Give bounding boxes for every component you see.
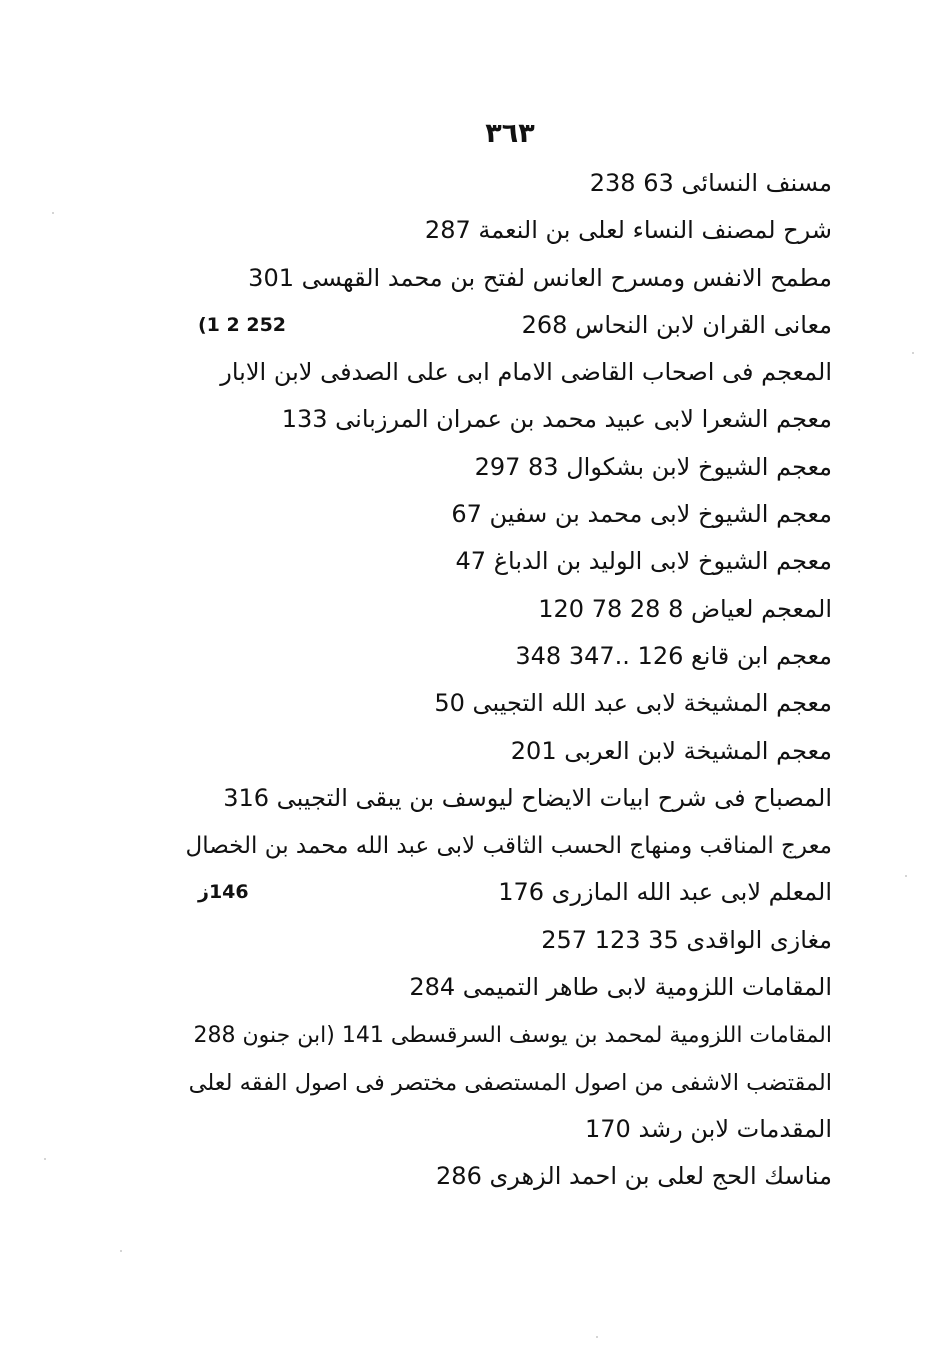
scan-speck: [905, 875, 907, 877]
bibliography-entry: [180, 869, 832, 916]
entry-text: المقدمات لابن رشد 170: [585, 1114, 832, 1143]
entry-text: معجم الشیوخ لابی محمد بن سفین 67: [451, 500, 832, 529]
entry-text: المصباح فی شرح ابیات الایضاح لیوسف بن یبقی التجیبی 316: [223, 783, 832, 812]
bibliography-entry: [180, 160, 832, 207]
scan-speck: [44, 1158, 46, 1160]
entry-text: معجم الشعرا لابی عبید محمد بن عمران المرزبانی 133: [281, 405, 832, 434]
entry-text: مناسك الحج لعلی بن احمد الزهری 286: [436, 1162, 832, 1191]
entry-text: المقامات اللزومیة لمحمد بن یوسف السرقسطی 141 (ابن جنون 288: [193, 1023, 832, 1049]
bibliography-entry: [180, 1011, 832, 1058]
bibliography-entry: [180, 680, 832, 727]
bibliography-entry: [180, 964, 832, 1011]
page-number: ٣٦٣: [485, 118, 535, 149]
bibliography-entry: [180, 302, 832, 349]
entry-text: مغازی الواقدی 35 123 257: [541, 925, 832, 954]
entry-text: معجم الشیوخ لابن بشکوال 83 297: [474, 452, 832, 481]
entry-text: المعلم لابی عبد الله المازری 176: [498, 878, 832, 907]
entry-margin-note: (1 2 252: [198, 313, 287, 336]
entry-text: معجم المشیخة لابن العربی 201: [510, 736, 832, 765]
bibliography-entry: [180, 1153, 832, 1200]
entry-margin-note: 146ز: [198, 881, 249, 904]
bibliography-entry: [180, 538, 832, 585]
bibliography-entry: [180, 255, 832, 302]
entry-text: المعجم فی اصحاب القاضی الامام ابی علی الصدفی لابن الابار: [220, 358, 832, 387]
entry-text: المعجم لعیاض 8 28 78 120: [538, 594, 832, 623]
bibliography-entry: [180, 728, 832, 775]
bibliography-entry: [180, 633, 832, 680]
bibliography-entry: [180, 491, 832, 538]
entry-text: شرح لمصنف النساء لعلی بن النعمة 287: [424, 216, 832, 245]
entry-text: معجم الشیوخ لابی الولید بن الدباغ 47: [455, 547, 832, 576]
bibliography-entry: [180, 396, 832, 443]
bibliography-entry: [180, 917, 832, 964]
entry-text: معانی القران لابن النحاس 268: [521, 310, 832, 339]
scan-speck: [596, 1336, 598, 1338]
bibliography-entry: [180, 207, 832, 254]
entry-text: المقتضب الاشفی من اصول المستصفی مختصر فی اصول الفقه لعلی: [188, 1069, 832, 1096]
entry-text: معجم ابن قانع 126 ..347 348: [515, 641, 832, 670]
scan-speck: [912, 352, 914, 354]
bibliography-entry: [180, 1106, 832, 1153]
bibliography-entry: [180, 444, 832, 491]
bibliography-entry: [180, 1059, 832, 1106]
entry-text: المقامات اللزومیة لابی طاهر التمیمی 284: [409, 973, 832, 1002]
bibliography-entry: [180, 775, 832, 822]
bibliography-list: [180, 160, 832, 1201]
entry-text: مسنف النسائی 63 238: [589, 169, 832, 197]
bibliography-entry: [180, 822, 832, 869]
entry-text: معرج المناقب ومنهاج الحسب الثاقب لابی عبد الله محمد بن الخصال: [185, 833, 832, 860]
entry-text: مطمح الانفس ومسرح العانس لفتح بن محمد القهسی 301: [248, 263, 832, 292]
bibliography-entry: [180, 586, 832, 633]
scan-speck: [120, 1250, 122, 1252]
scan-speck: [52, 212, 54, 214]
bibliography-entry: [180, 349, 832, 396]
entry-text: معجم المشیخة لابی عبد الله التجیبی 50: [434, 689, 832, 718]
